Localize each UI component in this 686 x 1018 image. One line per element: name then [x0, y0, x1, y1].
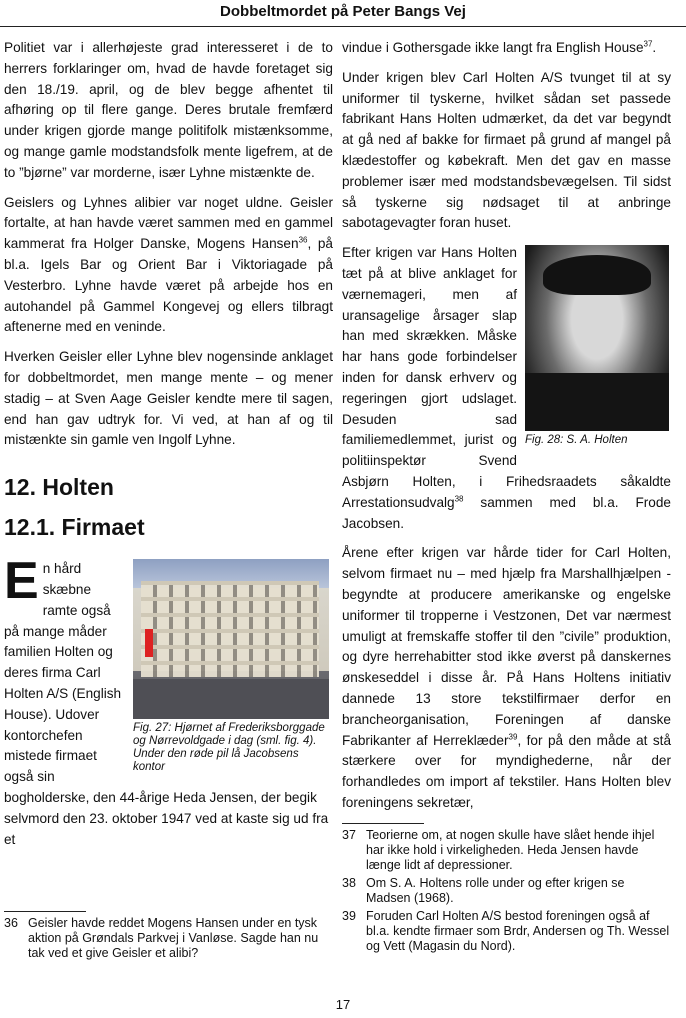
left-column	[4, 38, 333, 964]
text-run: , for på den måde at stå stærkere over for myndighederne, når der forhandledes om import af tekstiler. Hans Holten blev foreningens sekretær,	[342, 732, 672, 810]
red-arrow-icon	[145, 629, 153, 657]
paragraph: Hverken Geisler eller Lyhne blev nogensinde anklaget for dobbeltmordet, men mange mente – og mener stadig – at Sven Aage Geisler kendte mere til sagen, end han gav udtryk for. Vi ved, at han af og til mistænkte sin gamle ven Ingolf Lyhne.	[4, 349, 333, 448]
footnote-text: Om S. A. Holtens rolle under og efter krigen se Madsen (1968).	[366, 875, 625, 905]
footnote-ref: 39	[508, 731, 518, 741]
footnotes-left	[4, 916, 333, 961]
footnote-number: 36	[4, 916, 18, 931]
footnote-ref: 37	[643, 39, 653, 49]
text-run: .	[652, 40, 657, 55]
subsection-heading: 12.1. Firmaet	[4, 514, 145, 541]
text-run: sammen med bl.a. Frode Jacobsen.	[342, 494, 671, 531]
building-photo	[133, 559, 329, 719]
footnote	[342, 909, 671, 954]
figure-caption: Fig. 28: S. A. Holten	[525, 434, 628, 447]
footnote-ref: 36	[298, 235, 308, 245]
footnote-number: 39	[342, 908, 356, 923]
footnote-text: Foruden Carl Holten A/S bestod foreningen også af bl.a. kendte firmaer som Brdr, Andersen og Th. Wessel og Vett (Magasin du Nord).	[366, 908, 670, 953]
paragraph: n hård skæbne ramte også på mange måder familien Holten og deres firma Carl Holten A/S (English House). Udover kontorchefen mistede firmaet også sin bogholderske, den 44-årige Heda Jensen, der begik selvmord den 23. oktober 1947 ved at kaste sig ud fra et	[4, 561, 329, 847]
figure-28	[525, 245, 671, 447]
dropcap-paragraph	[4, 552, 333, 850]
paragraph	[342, 543, 671, 813]
header-title: Dobbeltmordet på Peter Bangs Vej	[220, 3, 466, 20]
text-run: vindue i Gothersgade ikke langt fra English House	[342, 40, 644, 55]
footnote-rule	[4, 911, 86, 912]
footnote	[342, 876, 671, 906]
running-header	[0, 0, 686, 27]
figure-paragraph	[342, 243, 671, 534]
figure-27	[133, 559, 333, 774]
text-run: Geislers og Lyhnes alibier var noget uldne. Geisler fortalte, at han havde været sammen med en gammel kammerat fra Holger Danske, Mogens Hansen	[4, 194, 333, 252]
footnote-number: 38	[342, 875, 356, 890]
paragraph: Politiet var i allerhøjeste grad interesseret i de to herrers forklaringer om, hvad de havde foretaget sig den 18./19. april, og de blev begge afhentet til afhøring op til flere gange. Deres brutale fremfærd under krigen gjorde mange politifolk mistænksomme, og mange gamle modstandsfolk mente ligefrem, at de to ”bjørne” var morderne, især Lyhne mistænkte de.	[4, 40, 333, 180]
footnote	[342, 828, 671, 873]
right-column	[342, 38, 671, 957]
footnote-rule	[342, 823, 424, 824]
paragraph	[4, 193, 333, 339]
footnote-text: Teorierne om, at nogen skulle have slået hende ihjel har ikke hold i virkeligheden. Heda Jensen havde længe lidt af depressioner.	[366, 827, 655, 872]
section-heading: 12. Holten	[4, 474, 114, 501]
footnote-ref: 38	[454, 494, 464, 504]
portrait-photo	[525, 245, 669, 431]
text-run: Årene efter krigen var hårde tider for Carl Holten, selvom firmaet nu – med hjælp fra Marshallhjælpen - begyndte at producere amerikanske og engelske uniformer til tropperne i Vestzonen, Det var nærmest umuligt at fremskaffe stoffer til den ”civile” produktion, og dyre herrehabitter stod ikke øverst på danskernes ønskeseddel i disse år. På Hans Holtens initiativ dannede 13 store tekstilfirmaer derfor en brancheorganisation, Foreningen af danske Fabrikanter af Herreklæder	[342, 545, 671, 748]
text-run: , på bl.a. Igels Bar og Orient Bar i Viktoriagade på Vesterbro. Lyhne havde været på arbejde hos en autohandel på Gammel Kongevej og ellers tilbragt aftenerne med en veninde.	[4, 236, 333, 335]
footnote	[4, 916, 333, 961]
footnotes-right	[342, 828, 671, 954]
paragraph	[342, 38, 671, 59]
text-run: Efter krigen var Hans Holten tæt på at blive anklaget for værnemageri, men af uransagelige årsager slap han med skrækken. Måske har hans gode forbindelser inden for dansk erhverv og regeringen gjort udslaget. Desuden sad familiemedlemmet, jurist og politiinspektør Svend Asbjørn Holten, i Frihedsraadets såkaldte Arrestationsudvalg	[342, 245, 671, 510]
figure-caption: Fig. 27: Hjørnet af Frederiksborggade og Nørrevoldgade i dag (sml. fig. 4). Under den røde pil lå Jacobsens kontor	[133, 722, 325, 774]
paragraph: Under krigen blev Carl Holten A/S tvunget til at sy uniformer til tyskerne, hvilket sådan set passede fabrikant Hans Holten udmærket, da det var begyndt at gå ned af bakke for firmaet på grund af mangel på klædestoffer og købekraft. Men det gav en masse problemer især med modstandsbevægelsen. Til sidst så tyskerne sig nødsaget til at anbringe sabotagevagter foran huset.	[342, 69, 671, 231]
footnote-text: Geisler havde reddet Mogens Hansen under en tysk aktion på Grøndals Parkvej i Vanløse. Sagde han nu tak ved et give Geisler et alibi?	[28, 916, 319, 961]
page-number: 17	[335, 997, 351, 1012]
footnote-number: 37	[342, 827, 356, 842]
drop-cap: E	[4, 552, 39, 611]
